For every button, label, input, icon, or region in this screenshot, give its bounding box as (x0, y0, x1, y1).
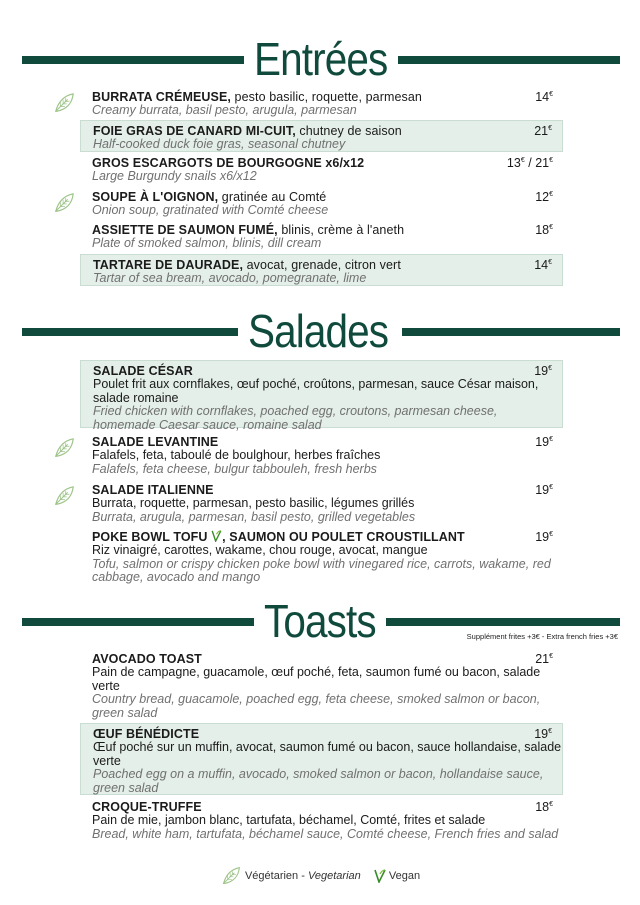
section-title-salades: Salades (248, 305, 389, 357)
menu-item: FOIE GRAS DE CANARD MI-CUIT, chutney de saison Half-cooked duck foie gras, seasonal chutney 21€ (80, 120, 563, 152)
leaf-icon (53, 485, 75, 507)
leaf-icon (53, 92, 75, 114)
menu-item: SALADE CÉSAR Poulet frit aux cornflakes, œuf poché, croûtons, parmesan, sauce César maison, salade romaine Fried chicken with cornflakes, poached egg, croutons, parmesan cheese, homemade Caesar sauce, romaine salad 19€ (80, 360, 563, 428)
price: 14€ (534, 258, 552, 272)
price: 19€ (535, 435, 553, 449)
price: 21€ (534, 124, 552, 138)
price: 18€ (535, 800, 553, 814)
price: 12€ (535, 190, 553, 204)
menu-item: ŒUF BÉNÉDICTE Œuf poché sur un muffin, avocat, saumon fumé ou bacon, sauce hollandaise, salade verte Poached egg on a muffin, avocado, smoked salmon or bacon, hollandaise sauce, green salad 19€ (80, 723, 563, 795)
supplement-note: Supplément frites +3€ - Extra french fries +3€ (466, 632, 618, 641)
menu-item: GROS ESCARGOTS DE BOURGOGNE x6/x12 Large Burgundy snails x6/x12 13€ / 21€ (92, 156, 553, 183)
price: 19€ (534, 364, 552, 378)
price: 19€ (535, 530, 553, 544)
vegan-v-icon (374, 869, 386, 883)
divider (402, 328, 620, 336)
price: 18€ (535, 223, 553, 237)
divider (398, 56, 620, 64)
menu-item: SALADE ITALIENNE Burrata, roquette, parmesan, pesto basilic, légumes grillés Burrata, arugula, parmesan, basil pesto, grilled vegetables 19€ (80, 483, 563, 527)
divider (22, 618, 254, 626)
leaf-icon (53, 437, 75, 459)
menu-item: TARTARE DE DAURADE, avocat, grenade, citron vert Tartar of sea bream, avocado, pomegranate, lime 14€ (80, 254, 563, 286)
section-title-entrees: Entrées (254, 33, 388, 85)
leaf-icon (220, 866, 242, 886)
menu-item: BURRATA CRÉMEUSE, pesto basilic, roquette, parmesan Creamy burrata, basil pesto, arugula, parmesan 14€ (80, 90, 563, 118)
price: 13€ / 21€ (506, 156, 553, 170)
menu-item: ASSIETTE DE SAUMON FUMÉ, blinis, crème à l'aneth Plate of smoked salmon, blinis, dill cream 18€ (92, 223, 553, 250)
legend: Végétarien - Vegetarian Vegan (0, 866, 640, 886)
menu-item: SOUPE À L'OIGNON, gratinée au Comté Onion soup, gratinated with Comté cheese 12€ (80, 190, 563, 218)
divider (386, 618, 620, 626)
divider (22, 328, 238, 336)
section-title-toasts: Toasts (264, 595, 376, 647)
divider (22, 56, 244, 64)
menu-item: SALADE LEVANTINE Falafels, feta, taboulé de boulghour, herbes fraîches Falafels, feta cheese, bulgur tabbouleh, fresh herbs 19€ (80, 435, 563, 479)
vegan-v-icon (211, 530, 222, 542)
menu-item: AVOCADO TOAST Pain de campagne, guacamole, œuf poché, feta, saumon fumé ou bacon, salade verte Country bread, guacamole, poached egg, feta cheese, smoked salmon or bacon, green salad 21€ (92, 652, 553, 720)
leaf-icon (53, 192, 75, 214)
price: 19€ (534, 727, 552, 741)
menu-item: CROQUE-TRUFFE Pain de mie, jambon blanc, tartufata, béchamel, Comté, frites et salade Bread, white ham, tartufata, béchamel sauce, Comté cheese, French fries and salad 18€ (92, 800, 559, 841)
price: 14€ (535, 90, 553, 104)
price: 19€ (535, 483, 553, 497)
price: 21€ (535, 652, 553, 666)
menu-item: POKE BOWL TOFU , SAUMON OU POULET CROUSTILLANT Riz vinaigré, carottes, wakame, chou rouge, avocat, mangue Tofu, salmon or crispy chicken poke bowl with vinegared rice, carrots, wakame, red cabbage, avocado and mango 19€ (92, 530, 553, 584)
